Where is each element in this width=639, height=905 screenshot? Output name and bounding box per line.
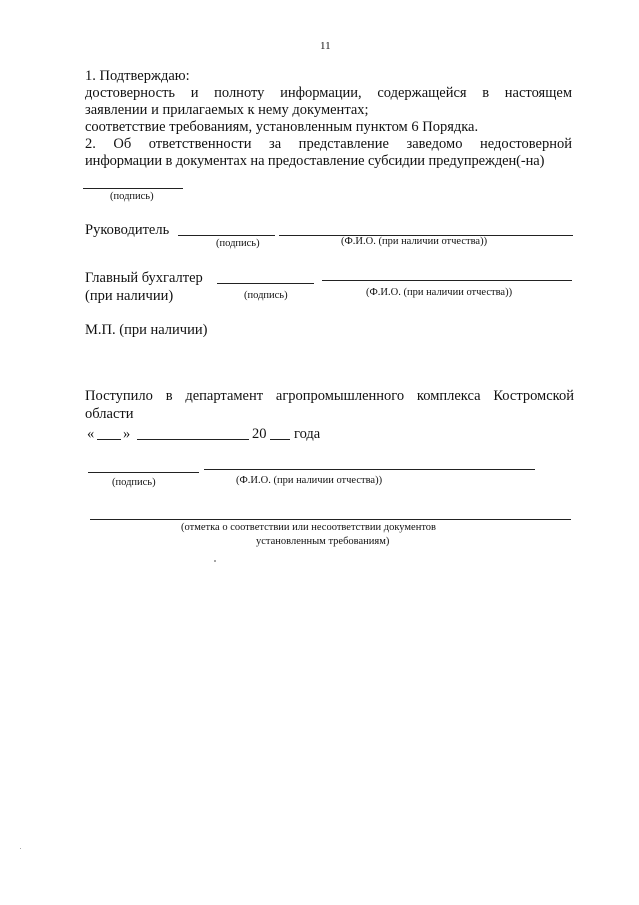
received-name-caption: (Ф.И.О. (при наличии отчества)) [236,475,383,486]
head-signature-caption: (подпись) [216,238,260,249]
confirm-item2-line-1: 2. Об ответственности за представление заведомо недостоверной [85,136,572,152]
page-number: 11 [320,40,331,52]
confirm-signature-line [83,188,183,189]
confirm-heading: 1. Подтверждаю: [85,68,190,84]
received-line-1: Поступило в департамент агропромышленного комплекса Костромской [85,388,574,404]
confirm-line-1: достоверность и полноту информации, содержащейся в настоящем [85,85,572,101]
scan-speck [214,560,216,562]
received-year-prefix: 20 [252,426,267,442]
received-date-close-quote: » [123,426,131,442]
received-year-line [270,439,290,440]
accountant-name-caption: (Ф.И.О. (при наличии отчества)) [366,287,513,298]
seal-label: М.П. (при наличии) [85,322,208,338]
confirm-item2-line-2: информации в документах на предоставление субсидии предупрежден(-на) [85,153,545,169]
received-day-line [97,439,121,440]
accountant-label-note: (при наличии) [85,288,174,304]
accountant-label: Главный бухгалтер [85,270,203,286]
received-month-line [137,439,249,440]
received-year-suffix: года [294,426,321,442]
accountant-name-line [322,280,572,281]
compliance-caption-line-2: установленным требованиям) [256,536,390,547]
compliance-mark-line [90,519,571,520]
received-name-line [204,469,535,470]
received-signature-caption: (подпись) [112,477,156,488]
head-signature-line [178,235,275,236]
received-date-open-quote: « [87,426,95,442]
head-label: Руководитель [85,222,170,238]
compliance-caption-line-1: (отметка о соответствии или несоответствии документов [181,522,436,533]
accountant-signature-line [217,283,314,284]
confirm-line-2: заявлении и прилагаемых к нему документах; [85,102,369,118]
scan-speck [20,848,21,849]
received-signature-line [88,472,199,473]
confirm-signature-caption: (подпись) [110,191,154,202]
received-line-2: области [85,406,134,422]
accountant-signature-caption: (подпись) [244,290,288,301]
confirm-line-3: соответствие требованиям, установленным пунктом 6 Порядка. [85,119,479,135]
head-name-caption: (Ф.И.О. (при наличии отчества)) [341,236,488,247]
